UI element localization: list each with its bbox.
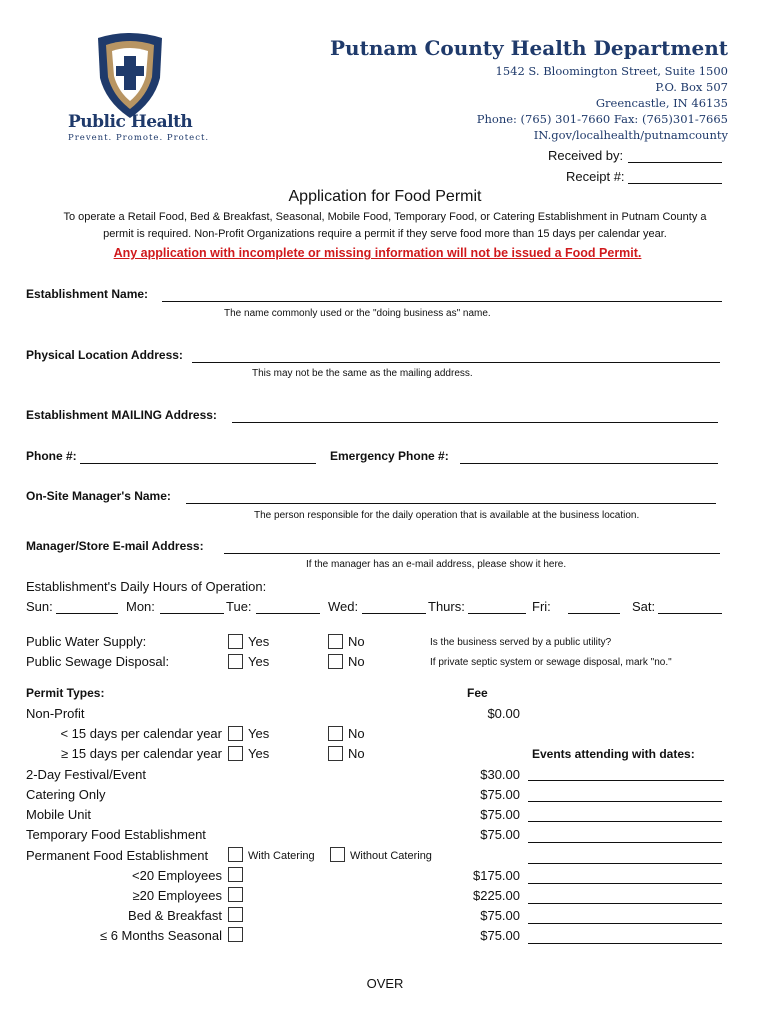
ge20-fee: $225.00 — [473, 888, 520, 903]
day-sun-label: Sun: — [26, 599, 53, 614]
day-sat-label: Sat: — [632, 599, 656, 614]
phone-field[interactable] — [80, 463, 316, 464]
day-fri-label: Fri: — [532, 599, 551, 614]
temporary-label: Temporary Food Establishment — [26, 827, 206, 842]
sewage-yes-label: Yes — [248, 654, 270, 669]
day-fri-field[interactable] — [568, 613, 620, 614]
intro-line-1: To operate a Retail Food, Bed & Breakfast, Seasonal, Mobile Food, Temporary Food, or Catering Establishment in Putnam County a — [63, 211, 707, 223]
address-line-2: P.O. Box 507 — [655, 80, 728, 94]
email-hint: If the manager has an e-mail address, please show it here. — [306, 559, 567, 570]
day-tue-field[interactable] — [256, 613, 320, 614]
catering-fee: $75.00 — [480, 787, 520, 802]
ge15-no-checkbox[interactable] — [328, 746, 343, 761]
water-yes-label: Yes — [248, 634, 270, 649]
department-title: Putnam County Health Department — [330, 36, 728, 60]
physical-address-field[interactable] — [192, 362, 720, 363]
event-date-field-5[interactable] — [528, 863, 722, 864]
temporary-fee: $75.00 — [480, 827, 520, 842]
sewage-note: If private septic system or sewage disposal, mark "no." — [430, 657, 672, 668]
address-line-3: Greencastle, IN 46135 — [595, 96, 728, 110]
emergency-phone-label: Emergency Phone #: — [330, 449, 449, 463]
received-by-field[interactable] — [628, 162, 722, 163]
ge15-yes-label: Yes — [248, 746, 270, 761]
with-catering-checkbox[interactable] — [228, 847, 243, 862]
website: IN.gov/localhealth/putnamcounty — [533, 128, 728, 142]
event-date-field-9[interactable] — [528, 943, 722, 944]
with-catering-label: With Catering — [248, 850, 315, 862]
public-health-logo — [60, 30, 210, 143]
mailing-address-field[interactable] — [232, 422, 718, 423]
permit-types-heading: Permit Types: — [26, 686, 105, 700]
establishment-name-hint: The name commonly used or the "doing business as" name. — [224, 308, 491, 319]
lt15-checkbox[interactable] — [228, 726, 243, 741]
non-profit-fee: $0.00 — [487, 706, 520, 721]
intro-line-2: permit is required. Non-Profit Organizations require a permit if they serve food more than 15 days per calendar year. — [103, 228, 667, 240]
day-wed-label: Wed: — [328, 599, 359, 614]
fee-heading: Fee — [467, 686, 488, 700]
day-sat-field[interactable] — [658, 613, 722, 614]
events-heading: Events attending with dates: — [532, 747, 695, 761]
event-date-field-3[interactable] — [528, 821, 722, 822]
mobile-fee: $75.00 — [480, 807, 520, 822]
mobile-label: Mobile Unit — [26, 807, 92, 822]
water-no-label: No — [348, 634, 365, 649]
sewage-disposal-label: Public Sewage Disposal: — [26, 654, 170, 669]
event-date-field-6[interactable] — [528, 883, 722, 884]
day-thurs-field[interactable] — [468, 613, 526, 614]
without-catering-label: Without Catering — [350, 850, 432, 862]
email-label: Manager/Store E-mail Address: — [26, 539, 204, 553]
lt15-label: < 15 days per calendar year — [60, 726, 222, 741]
address-line-1: 1542 S. Bloomington Street, Suite 1500 — [495, 64, 728, 78]
day-sun-field[interactable] — [56, 613, 118, 614]
bnb-label: Bed & Breakfast — [128, 908, 222, 923]
water-yes-checkbox[interactable] — [228, 634, 243, 649]
manager-name-hint: The person responsible for the daily operation that is available at the business location. — [254, 510, 640, 521]
shield-icon — [60, 30, 200, 125]
establishment-name-label: Establishment Name: — [26, 287, 149, 301]
lt20-fee: $175.00 — [473, 868, 520, 883]
festival-label: 2-Day Festival/Event — [26, 767, 146, 782]
warning-text: Any application with incomplete or missing information will not be issued a Food Permit. — [113, 246, 642, 260]
logo-name: Public Health — [68, 112, 193, 132]
without-catering-checkbox[interactable] — [330, 847, 345, 862]
form-title: Application for Food Permit — [288, 188, 482, 205]
email-field[interactable] — [224, 553, 720, 554]
receipt-field[interactable] — [628, 183, 722, 184]
lt15-yes-label: Yes — [248, 726, 270, 741]
non-profit-label: Non-Profit — [26, 706, 85, 721]
ge15-checkbox[interactable] — [228, 746, 243, 761]
water-no-checkbox[interactable] — [328, 634, 343, 649]
bnb-fee: $75.00 — [480, 908, 520, 923]
mailing-address-label: Establishment MAILING Address: — [26, 408, 217, 422]
sewage-yes-checkbox[interactable] — [228, 654, 243, 669]
phone-label: Phone #: — [26, 449, 77, 463]
six-months-label: ≤ 6 Months Seasonal — [99, 928, 222, 943]
lt20-label: <20 Employees — [132, 868, 222, 883]
receipt-label: Receipt #: — [566, 169, 625, 184]
lt15-no-label: No — [348, 726, 365, 741]
day-mon-field[interactable] — [160, 613, 224, 614]
manager-name-label: On-Site Manager's Name: — [26, 489, 171, 503]
ge15-no-label: No — [348, 746, 365, 761]
day-wed-field[interactable] — [362, 613, 426, 614]
phone-fax: Phone: (765) 301-7660 Fax: (765)301-7665 — [476, 112, 728, 126]
ge20-checkbox[interactable] — [228, 887, 243, 902]
day-tue-label: Tue: — [226, 599, 252, 614]
event-date-field-8[interactable] — [528, 923, 722, 924]
festival-fee: $30.00 — [480, 767, 520, 782]
sewage-no-label: No — [348, 654, 365, 669]
emergency-phone-field[interactable] — [460, 463, 718, 464]
water-note: Is the business served by a public utility? — [430, 637, 612, 648]
catering-label: Catering Only — [26, 787, 106, 802]
event-date-field-2[interactable] — [528, 801, 722, 802]
sewage-no-checkbox[interactable] — [328, 654, 343, 669]
event-date-field-4[interactable] — [528, 842, 722, 843]
manager-name-field[interactable] — [186, 503, 716, 504]
bnb-checkbox[interactable] — [228, 907, 243, 922]
lt20-checkbox[interactable] — [228, 867, 243, 882]
hours-title: Establishment's Daily Hours of Operation: — [26, 579, 267, 594]
ge20-label: ≥20 Employees — [132, 888, 222, 903]
ge15-label: ≥ 15 days per calendar year — [60, 746, 222, 761]
received-by-label: Received by: — [548, 148, 624, 163]
physical-address-label: Physical Location Address: — [26, 348, 183, 362]
six-months-checkbox[interactable] — [228, 927, 243, 942]
permanent-label: Permanent Food Establishment — [26, 848, 209, 863]
physical-address-hint: This may not be the same as the mailing address. — [252, 368, 473, 379]
six-months-fee: $75.00 — [480, 928, 520, 943]
establishment-name-field[interactable] — [162, 301, 722, 302]
day-mon-label: Mon: — [126, 599, 155, 614]
event-date-field-7[interactable] — [528, 903, 722, 904]
event-date-field-1[interactable] — [528, 780, 724, 781]
water-supply-label: Public Water Supply: — [26, 634, 147, 649]
day-thurs-label: Thurs: — [428, 599, 465, 614]
logo-tagline: Prevent. Promote. Protect. — [68, 133, 210, 143]
over-footer: OVER — [366, 976, 404, 991]
lt15-no-checkbox[interactable] — [328, 726, 343, 741]
